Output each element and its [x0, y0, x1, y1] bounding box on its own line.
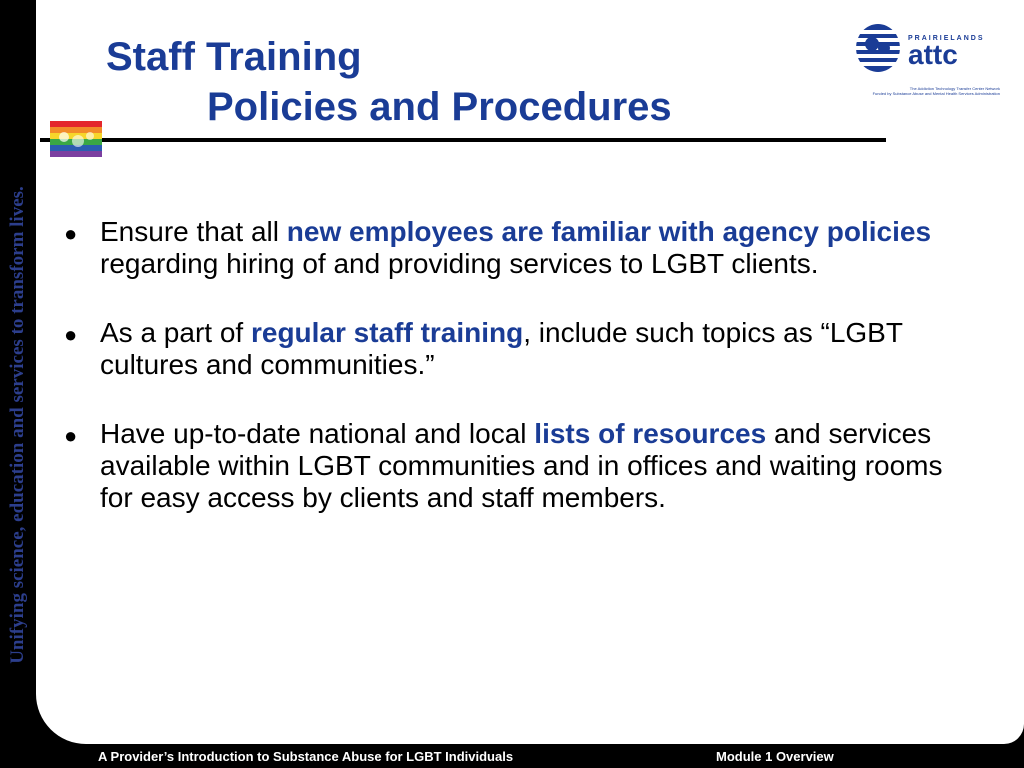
- frame-corner-curve: [36, 694, 86, 744]
- logo-caption: [852, 86, 1000, 96]
- bullet-text: regarding hiring of and providing services to LGBT clients.: [100, 248, 819, 279]
- bullet-highlight: lists of resources: [534, 418, 767, 449]
- bullet-dot-icon: ●: [64, 322, 78, 347]
- bullet-item: [62, 418, 962, 514]
- bullet-highlight: new employees are familiar with agency policies: [286, 216, 932, 247]
- bullet-item: [62, 216, 962, 280]
- slide-title-line1: Staff Training: [106, 35, 362, 79]
- footer-course-title: A Provider’s Introduction to Substance Abuse for LGBT Individuals: [98, 749, 514, 764]
- sidebar-tagline: Unifying science, education and services to transform lives.: [7, 186, 28, 664]
- logo-region-text: PRAIRIELANDS: [908, 35, 985, 42]
- bullet-text: and services available within LGBT communities and in offices and waiting rooms for easy access by clients and staff members.: [100, 418, 943, 513]
- logo-brand-text: attc: [908, 39, 958, 70]
- logo-network-line: The Addiction Technology Transfer Center Network: [909, 86, 1000, 91]
- bullet-item: [62, 317, 962, 381]
- rainbow-flag-logo-icon: [50, 121, 102, 157]
- bullet-list: [62, 216, 962, 551]
- slide-title-line2: Policies and Procedures: [207, 85, 672, 129]
- frame-corner-right: [994, 724, 1024, 744]
- bullet-dot-icon: ●: [64, 423, 78, 448]
- bullet-dot-icon: ●: [64, 221, 78, 246]
- title-divider: [40, 138, 886, 142]
- bullet-text: Have up-to-date national and local: [100, 418, 535, 449]
- bullet-text: As a part of: [100, 317, 251, 348]
- bullet-highlight: regular staff training: [250, 317, 524, 348]
- logo-funding-line: Funded by Substance Abuse and Mental Health Services Administration: [872, 91, 1000, 96]
- footer-module-label: Module 1 Overview: [716, 749, 834, 764]
- bullet-text: , include such topics as “LGBT cultures and communities.”: [100, 317, 903, 380]
- bullet-text: Ensure that all: [100, 216, 287, 247]
